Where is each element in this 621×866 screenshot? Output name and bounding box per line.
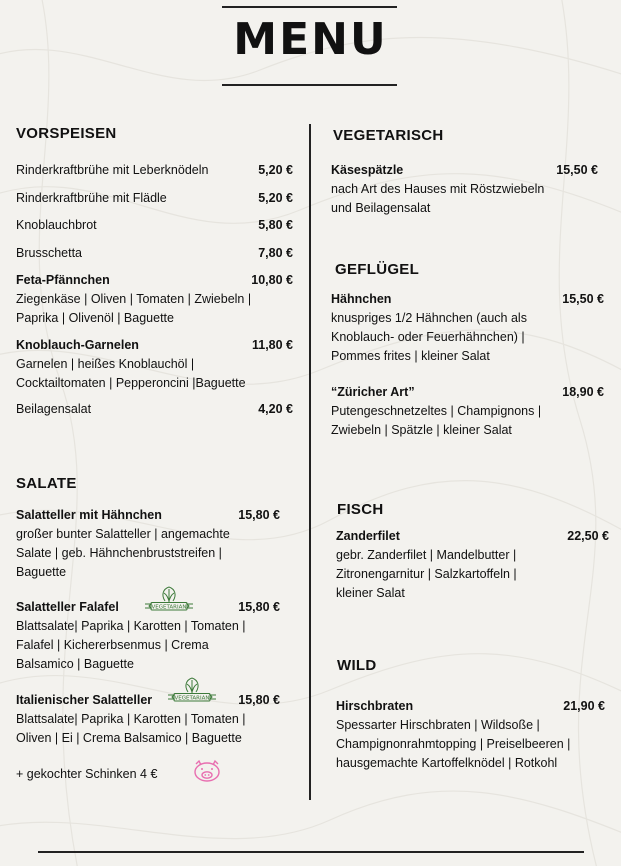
item-name: Feta-Pfännchen: [16, 273, 110, 287]
menu-item: [16, 216, 293, 235]
footer-rule: [38, 851, 584, 853]
item-description: Putengeschnetzeltes | Champignons |: [331, 404, 542, 418]
title-rule-bottom: [222, 84, 397, 86]
section-heading-salate: SALATE: [16, 475, 77, 492]
item-description: Ziegenkäse | Oliven | Tomaten | Zwiebeln |: [16, 292, 252, 306]
item-price: 5,20 €: [258, 191, 293, 205]
extra-note: [16, 765, 157, 784]
item-description: nach Art des Hauses mit Röstzwiebeln: [331, 182, 545, 196]
item-price: 11,80 €: [251, 338, 293, 352]
item-name: Brusschetta: [16, 246, 83, 260]
menu-item: [16, 161, 293, 180]
item-description: Blattsalate| Paprika | Karotten | Tomaten |: [16, 712, 246, 726]
item-name: Knoblauch-Garnelen: [16, 338, 139, 352]
item-price: 22,50 €: [567, 529, 609, 543]
svg-text:VEGETARIAN: VEGETARIAN: [151, 604, 187, 611]
item-description: Falafel | Kichererbsenmus | Crema: [16, 638, 209, 652]
item-price: 15,50 €: [556, 163, 598, 177]
item-description: knuspriges 1/2 Hähnchen (auch als: [331, 311, 527, 325]
item-description: Oliven | Ei | Crema Balsamico | Baguette: [16, 731, 242, 745]
item-description: Cocktailtomaten | Pepperoncini |Baguette: [16, 376, 246, 390]
item-description: Garnelen | heißes Knoblauchöl |: [16, 357, 195, 371]
item-description: Baguette: [16, 565, 67, 579]
item-price: 5,20 €: [258, 163, 293, 177]
item-description: kleiner Salat: [336, 586, 405, 600]
item-price: 15,80 €: [238, 600, 280, 614]
column-divider: [309, 124, 311, 800]
item-price: 21,90 €: [563, 699, 605, 713]
item-name: Käsespätzle: [331, 163, 404, 177]
item-price: 7,80 €: [258, 246, 293, 260]
item-description: und Beilagensalat: [331, 201, 431, 215]
item-price: 5,80 €: [258, 218, 293, 232]
item-name: Hähnchen: [331, 292, 392, 306]
item-price: 10,80 €: [251, 273, 293, 287]
item-name: Italienischer Salatteller: [16, 693, 153, 707]
menu-item: [331, 290, 604, 366]
item-name: Zanderfilet: [336, 529, 400, 543]
menu-item: [336, 697, 605, 773]
item-description: großer bunter Salatteller | angemachte: [16, 527, 230, 541]
svg-text:VEGETARIAN: VEGETARIAN: [174, 695, 210, 702]
menu-item: [16, 691, 280, 748]
item-price: 15,50 €: [562, 292, 604, 306]
menu-item: [331, 383, 604, 440]
item-name: Salatteller mit Hähnchen: [16, 508, 162, 522]
menu-item: [16, 271, 293, 328]
item-name: Rinderkraftbrühe mit Leberknödeln: [16, 163, 209, 177]
item-price: 4,20 €: [258, 402, 293, 416]
menu-item: [331, 161, 598, 218]
item-name: Hirschbraten: [336, 699, 414, 713]
item-description: Knoblauch- oder Feuerhähnchen) |: [331, 330, 525, 344]
item-price: 15,80 €: [238, 693, 280, 707]
item-description: Pommes frites | kleiner Salat: [331, 349, 490, 363]
item-price: 15,80 €: [238, 508, 280, 522]
section-heading-gefluegel: GEFLÜGEL: [335, 261, 420, 278]
item-name: Beilagensalat: [16, 402, 92, 416]
extra-note-text: + gekochter Schinken 4 €: [16, 767, 158, 781]
item-description: Champignonrahmtopping | Preiselbeeren |: [336, 737, 571, 751]
section-heading-vorspeisen: VORSPEISEN: [16, 125, 117, 142]
menu-item: [16, 506, 280, 582]
section-heading-fisch: FISCH: [337, 501, 384, 518]
item-description: Spessarter Hirschbraten | Wildsoße |: [336, 718, 540, 732]
item-description: Salate | geb. Hähnchenbruststreifen |: [16, 546, 222, 560]
pig-icon: [192, 759, 222, 783]
item-description: Zwiebeln | Spätzle | kleiner Salat: [331, 423, 512, 437]
menu-item: [336, 527, 609, 603]
title-rule-top: [222, 6, 397, 8]
item-name: Salatteller Falafel: [16, 600, 119, 614]
vegetarian-badge-icon: [143, 583, 195, 615]
item-description: Paprika | Olivenöl | Baguette: [16, 311, 174, 325]
menu-item: [16, 189, 293, 208]
item-price: 18,90 €: [562, 385, 604, 399]
item-name: “Züricher Art”: [331, 385, 415, 399]
section-heading-wild: WILD: [337, 657, 377, 674]
item-name: Rinderkraftbrühe mit Flädle: [16, 191, 167, 205]
menu-item: [16, 336, 293, 393]
vegetarian-badge-icon: [166, 674, 218, 706]
item-description: Balsamico | Baguette: [16, 657, 134, 671]
page-title: MENU: [233, 14, 388, 65]
item-description: Blattsalate| Paprika | Karotten | Tomaten |: [16, 619, 246, 633]
item-description: gebr. Zanderfilet | Mandelbutter |: [336, 548, 517, 562]
menu-item: [16, 400, 293, 419]
item-name: Knoblauchbrot: [16, 218, 97, 232]
section-heading-vegetarisch: VEGETARISCH: [333, 127, 444, 144]
item-description: hausgemachte Kartoffelknödel | Rotkohl: [336, 756, 558, 770]
menu-item: [16, 244, 293, 263]
item-description: Zitronengarnitur | Salzkartoffeln |: [336, 567, 517, 581]
